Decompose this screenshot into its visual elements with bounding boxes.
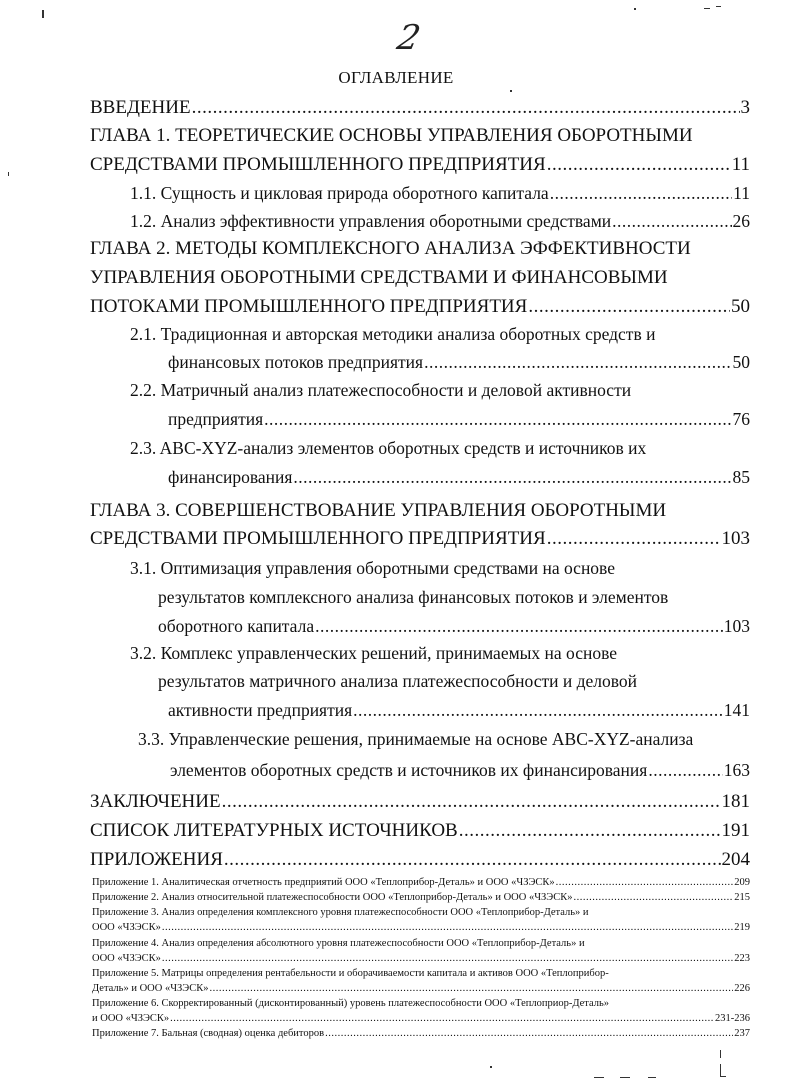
scan-speck	[8, 172, 9, 176]
toc-entry-1-1: 1.1. Сущность и цикловая природа оборотного капитала ..... 11	[130, 180, 750, 206]
toc-entry-3-3: 3.3. Управленческие решения, принимаемые на основе ABC-XYZ-анализа	[138, 729, 694, 749]
toc-entry-appendix-6-cont: и ООО «ЧЗЭСК» ..... 231-236	[92, 1012, 750, 1026]
scan-speck	[716, 6, 721, 7]
toc-entry-bibliography: СПИСОК ЛИТЕРАТУРНЫХ ИСТОЧНИКОВ ..... 191	[90, 817, 750, 845]
toc-entry-2-2-cont: предприятия ..... 76	[168, 406, 750, 432]
toc-entry-chapter-2-cont: УПРАВЛЕНИЯ ОБОРОТНЫМИ СРЕДСТВАМИ И ФИНАНСОВЫМИ	[90, 267, 668, 288]
scan-speck	[704, 8, 710, 9]
scan-speck	[720, 1064, 721, 1076]
toc-entry-appendix-5-cont: Деталь» и ООО «ЧЗЭСК» ..... 226	[92, 982, 750, 996]
toc-entry-3-2-cont: результатов матричного анализа платежеспособности и деловой	[158, 671, 638, 691]
scan-speck	[720, 1076, 726, 1077]
scan-speck	[720, 1050, 721, 1058]
scan-speck	[594, 1077, 604, 1078]
toc-entry-conclusion: ЗАКЛЮЧЕНИЕ ..... 181	[90, 788, 750, 816]
toc-entry-appendix-1: Приложение 1. Аналитическая отчетность предприятий ООО «Теплоприбор-Деталь» и ООО «ЧЗЭСК» ..... 209	[92, 876, 750, 890]
toc-entry-2-3: 2.3. ABC-XYZ-анализ элементов оборотных средств и источников их	[130, 438, 647, 458]
toc-entry-2-1: 2.1. Традиционная и авторская методики анализа оборотных средств и	[130, 324, 656, 344]
toc-entry-2-1-cont: финансовых потоков предприятия ..... 50	[168, 349, 750, 375]
toc-entry-appendix-2: Приложение 2. Анализ относительной платежеспособности ООО «Теплоприбор-Деталь» и ООО «ЧЗЭСК» ..... 215	[92, 891, 750, 905]
toc-title: ОГЛАВЛЕНИЕ	[338, 68, 454, 87]
toc-entry-3-1-cont2: оборотного капитала ..... 103	[158, 613, 750, 639]
toc-entry-appendices: ПРИЛОЖЕНИЯ ..... 204	[90, 846, 750, 874]
toc-entry-appendix-4-cont: ООО «ЧЗЭСК» ..... 223	[92, 952, 750, 966]
toc-entry-appendix-3: Приложение 3. Анализ определения комплексного уровня платежеспособности ООО «Теплоприбор-Деталь» и	[92, 907, 589, 918]
scan-speck	[648, 1077, 656, 1078]
toc-entry-2-3-cont: финансирования ..... 85	[168, 464, 750, 490]
toc-entry-chapter-2-cont2: ПОТОКАМИ ПРОМЫШЛЕННОГО ПРЕДПРИЯТИЯ ..... 50	[90, 293, 750, 321]
scan-speck	[510, 90, 512, 92]
toc-entry-3-2-cont2: активности предприятия ..... 141	[168, 697, 750, 723]
scan-speck	[42, 10, 44, 18]
toc-entry-chapter-1: ГЛАВА 1. ТЕОРЕТИЧЕСКИЕ ОСНОВЫ УПРАВЛЕНИЯ ОБОРОТНЫМИ	[90, 125, 693, 146]
toc-entry-appendix-7: Приложение 7. Бальная (сводная) оценка дебиторов ..... 237	[92, 1027, 750, 1041]
scan-speck	[634, 8, 636, 10]
toc-entry-2-2: 2.2. Матричный анализ платежеспособности и деловой активности	[130, 380, 632, 400]
toc-entry-3-1: 3.1. Оптимизация управления оборотными средствами на основе	[130, 558, 615, 578]
scan-speck	[620, 1077, 630, 1078]
toc-entry-introduction: ВВЕДЕНИЕ ..... 3	[90, 94, 750, 122]
toc-entry-appendix-5: Приложение 5. Матрицы определения рентабельности и оборачиваемости капитала и активов ООО «Теплоприбор-	[92, 968, 609, 979]
toc-entry-appendix-4: Приложение 4. Анализ определения абсолютного уровня платежеспособности ООО «Теплоприбор-Деталь» и	[92, 938, 585, 949]
toc-entry-appendix-3-cont: ООО «ЧЗЭСК» ..... 219	[92, 921, 750, 935]
toc-entry-chapter-3-cont: СРЕДСТВАМИ ПРОМЫШЛЕННОГО ПРЕДПРИЯТИЯ ..... 103	[90, 525, 750, 553]
toc-entry-chapter-3: ГЛАВА 3. СОВЕРШЕНСТВОВАНИЕ УПРАВЛЕНИЯ ОБОРОТНЫМИ	[90, 500, 667, 521]
toc-entry-appendix-6: Приложение 6. Скорректированный (дисконтированный) уровень платежеспособности ООО «Теплоприор-Деталь»	[92, 998, 610, 1009]
toc-entry-3-2: 3.2. Комплекс управленческих решений, принимаемых на основе	[130, 643, 618, 663]
toc-entry-3-3-cont: элементов оборотных средств и источников их финансирования ..... 163	[170, 757, 750, 783]
handwritten-page-number: 2	[393, 18, 424, 58]
toc-entry-3-1-cont: результатов комплексного анализа финансовых потоков и элементов	[158, 587, 669, 607]
toc-entry-chapter-1-cont: СРЕДСТВАМИ ПРОМЫШЛЕННОГО ПРЕДПРИЯТИЯ ..... 11	[90, 151, 750, 179]
scan-speck	[490, 1066, 492, 1068]
toc-entry-1-2: 1.2. Анализ эффективности управления оборотными средствами ..... 26	[130, 208, 750, 234]
toc-entry-chapter-2: ГЛАВА 2. МЕТОДЫ КОМПЛЕКСНОГО АНАЛИЗА ЭФФЕКТИВНОСТИ	[90, 238, 691, 259]
